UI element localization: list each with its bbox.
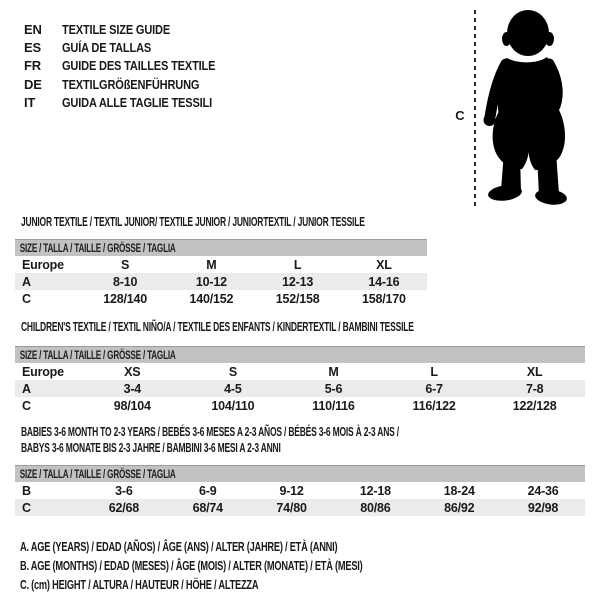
cell: 74/80	[276, 500, 307, 515]
row-label: B	[22, 483, 31, 498]
cell: 122/128	[512, 398, 557, 413]
row-label: C	[22, 291, 31, 306]
language-title: GUÍA DE TALLAS	[62, 40, 152, 56]
footnote-height: C. (cm) HEIGHT / ALTURA / HAUTEUR / HÖHE / ALTEZZA	[20, 578, 259, 592]
cell: L	[430, 364, 438, 379]
cell: S	[228, 364, 237, 379]
row-label: Europe	[22, 364, 64, 379]
language-row-fr	[24, 57, 242, 75]
cell: 3-6	[115, 483, 133, 498]
cell: 14-16	[368, 274, 400, 289]
cell: M	[206, 257, 217, 272]
cell: 6-9	[199, 483, 217, 498]
footnote-age-months: B. AGE (MONTHS) / EDAD (MESES) / ÂGE (MOIS) / ALTER (MONATE) / ETÀ (MESI)	[20, 559, 363, 573]
cell: 110/116	[312, 398, 355, 413]
cell: 3-4	[123, 381, 142, 396]
babies-textile-table	[15, 425, 585, 517]
row-label: C	[22, 500, 31, 515]
cell: 4-5	[224, 381, 242, 396]
cell: 18-24	[443, 483, 475, 498]
cell: 86/92	[444, 500, 475, 515]
table-title-line1: BABIES 3-6 MONTH TO 2-3 YEARS / BEBÉS 3-6 MESES A 2-3 AÑOS / BÉBÉS 3-6 MOIS À 2-3 ANS /	[21, 425, 399, 439]
height-measure-label: C	[455, 108, 465, 123]
table-row	[15, 482, 585, 499]
legend-footnotes	[20, 540, 483, 597]
language-code: IT	[24, 95, 36, 111]
language-title-list	[24, 20, 242, 112]
table-title: CHILDREN'S TEXTILE / TEXTIL NIÑO/A / TEXTILE DES ENFANTS / KINDERTEXTIL / BAMBINI TESSILE	[21, 320, 414, 334]
cell: 80/86	[360, 500, 391, 515]
table-row	[15, 273, 427, 290]
toddler-silhouette-icon	[483, 6, 595, 207]
cell: 140/152	[189, 291, 234, 306]
cell: L	[293, 257, 302, 272]
table-row	[15, 290, 427, 307]
footnote-age-years: A. AGE (YEARS) / EDAD (AÑOS) / ÂGE (ANS) / ALTER (JAHRE) / ETÀ (ANNI)	[20, 540, 338, 554]
cell: M	[328, 364, 339, 379]
table-row	[15, 256, 427, 273]
language-row-it	[24, 94, 242, 112]
size-header-label: SIZE / TALLA / TAILLE / GRÖSSE / TAGLIA	[19, 467, 176, 481]
language-row-es	[24, 38, 242, 56]
row-label: A	[22, 381, 31, 396]
cell: 116/122	[412, 398, 456, 413]
height-measure-dashed-line	[474, 10, 476, 207]
language-title: GUIDE DES TAILLES TEXTILE	[62, 58, 216, 74]
cell: 12-13	[282, 274, 314, 289]
cell: 9-12	[279, 483, 304, 498]
table-title-line2: BABYS 3-6 MONATE BIS 2-3 JAHRE / BAMBINI 3-6 MESI A 2-3 ANNI	[21, 441, 281, 455]
cell: 7-8	[525, 381, 544, 396]
table-row	[15, 380, 585, 397]
size-header-label: SIZE / TALLA / TAILLE / GRÖSSE / TAGLIA	[19, 348, 176, 362]
children-textile-table	[15, 320, 585, 415]
cell: 12-18	[359, 483, 391, 498]
table-row	[15, 499, 585, 516]
size-header-bar	[15, 346, 585, 363]
size-header-bar	[15, 239, 427, 256]
row-label: C	[22, 398, 31, 413]
cell: 104/110	[211, 398, 255, 413]
cell: 152/158	[275, 291, 320, 306]
cell: XS	[124, 364, 141, 379]
language-title: GUIDA ALLE TAGLIE TESSILI	[62, 95, 213, 111]
cell: 10-12	[195, 274, 227, 289]
cell: XL	[526, 364, 543, 379]
table-title: JUNIOR TEXTILE / TEXTIL JUNIOR/ TEXTILE JUNIOR / JUNIORTEXTIL / JUNIOR TESSILE	[21, 215, 365, 229]
language-code: FR	[24, 58, 41, 74]
size-header-bar	[15, 465, 585, 482]
cell: 62/68	[108, 500, 140, 515]
cell: 68/74	[192, 500, 223, 515]
language-row-en	[24, 20, 242, 38]
cell: 6-7	[425, 381, 443, 396]
language-code: DE	[24, 76, 42, 92]
table-row	[15, 397, 585, 414]
language-code: EN	[24, 21, 42, 37]
cell: 158/170	[361, 291, 406, 306]
cell: 5-6	[324, 381, 343, 396]
language-title: TEXTILE SIZE GUIDE	[62, 21, 171, 37]
language-code: ES	[24, 40, 41, 56]
cell: S	[121, 257, 130, 272]
cell: 24-36	[527, 483, 559, 498]
cell: 128/140	[103, 291, 148, 306]
table-row	[15, 363, 585, 380]
row-label: A	[22, 274, 31, 289]
cell: 98/104	[113, 398, 151, 413]
cell: 92/98	[527, 500, 559, 515]
row-label: Europe	[22, 257, 64, 272]
size-header-label: SIZE / TALLA / TAILLE / GRÖSSE / TAGLIA	[19, 241, 176, 255]
cell: XL	[376, 257, 392, 272]
language-title: TEXTILGRÖßENFÜHRUNG	[62, 76, 200, 92]
cell: 8-10	[113, 274, 138, 289]
language-row-de	[24, 75, 242, 93]
junior-textile-table	[15, 215, 427, 310]
